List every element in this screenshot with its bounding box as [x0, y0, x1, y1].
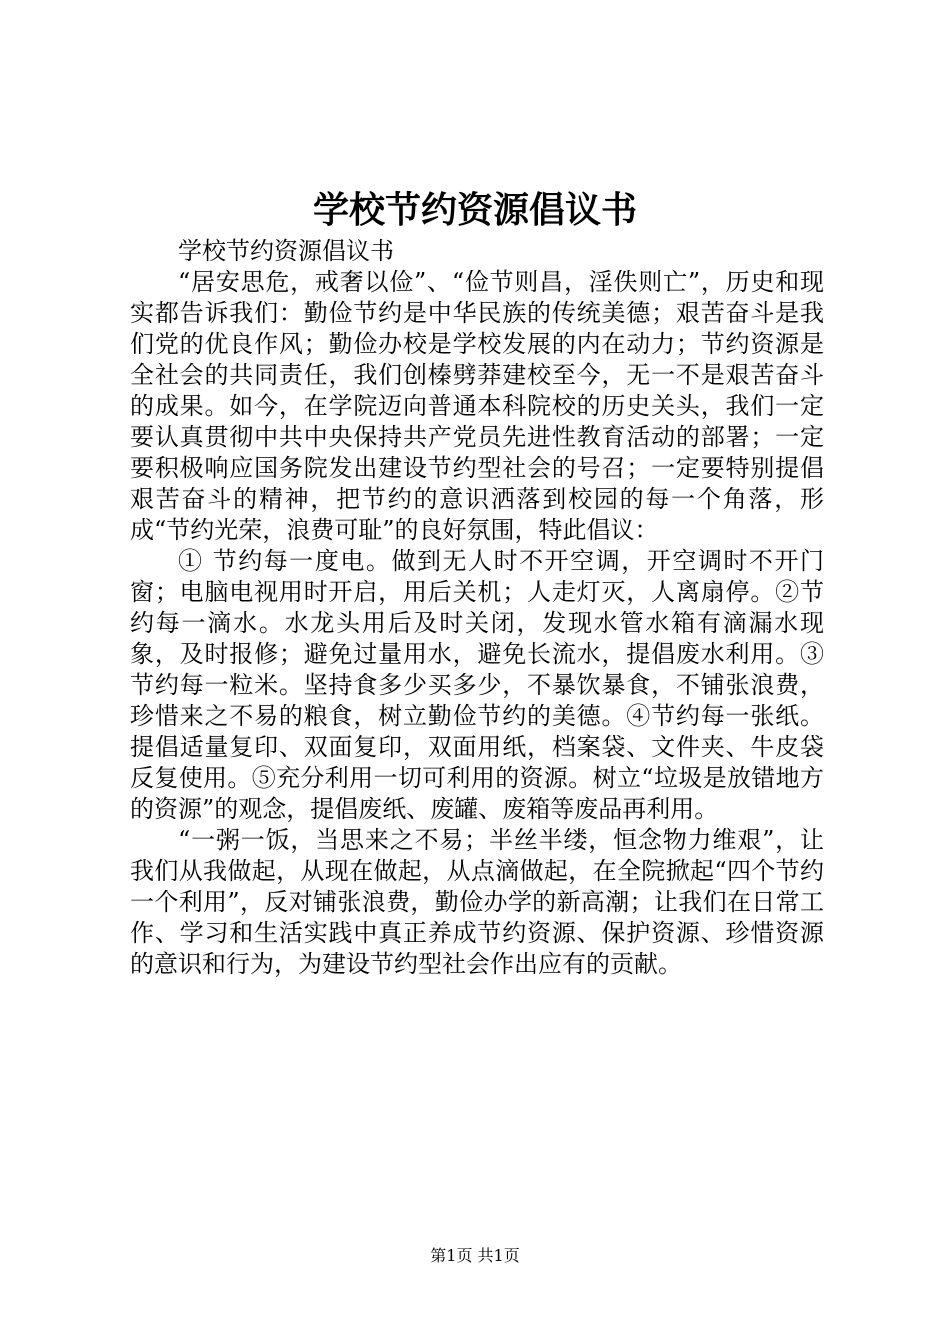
paragraph-subtitle: 学校节约资源倡议书 [178, 237, 394, 265]
paragraph-closing: “一粥一饭，当思来之不易；半丝半缕，恒念物力维艰”，让我们从我做起，从现在做起，从点滴做起，在全院掀起“四个节约一个利用”，反对铺张浪费，勤俭办学的新高潮；让我们在日常工作、学习和生活实践中真正养成节约资源、保护资源、珍惜资源的意识和行为，为建设节约型社会作出应有的贡献。 [130, 826, 824, 978]
paragraph-proposals: ① 节约每一度电。做到无人时不开空调，开空调时不开门窗；电脑电视用时开启，用后关机；人走灯灭，人离扇停。②节约每一滴水。水龙头用后及时关闭，发现水管水箱有滴漏水现象，及时报修；避免过量用水，避免长流水，提倡废水利用。③节约每一粒米。坚持食多少买多少，不暴饮暴食，不铺张浪费，珍惜来之不易的粮食，树立勤俭节约的美德。④节约每一张纸。提倡适量复印、双面复印，双面用纸，档案袋、文件夹、牛皮袋反复使用。⑤充分利用一切可利用的资源。树立“垃圾是放错地方的资源”的观念，提倡废纸、废罐、废箱等废品再利用。 [130, 547, 824, 823]
paragraph-intro: “居安思危，戒奢以俭”、“俭节则昌，淫佚则亡”，历史和现实都告诉我们：勤俭节约是中华民族的传统美德；艰苦奋斗是我们党的优良作风；勤俭办校是学校发展的内在动力；节约资源是全社会的共同责任，我们创榛劈莽建校至今，无一不是艰苦奋斗的成果。如今，在学院迈向普通本科院校的历史关头，我们一定要认真贯彻中共中央保持共产党员先进性教育活动的部署；一定要积极响应国务院发出建设节约型社会的号召；一定要特别提倡艰苦奋斗的精神，把节约的意识洒落到校园的每一个角落，形成“节约光荣，浪费可耻”的良好氛围，特此倡议： [130, 268, 824, 544]
document-title: 学校节约资源倡议书 [312, 189, 637, 231]
document-body [130, 236, 824, 980]
page-number-footer: 第1页 共1页 [430, 1246, 520, 1265]
